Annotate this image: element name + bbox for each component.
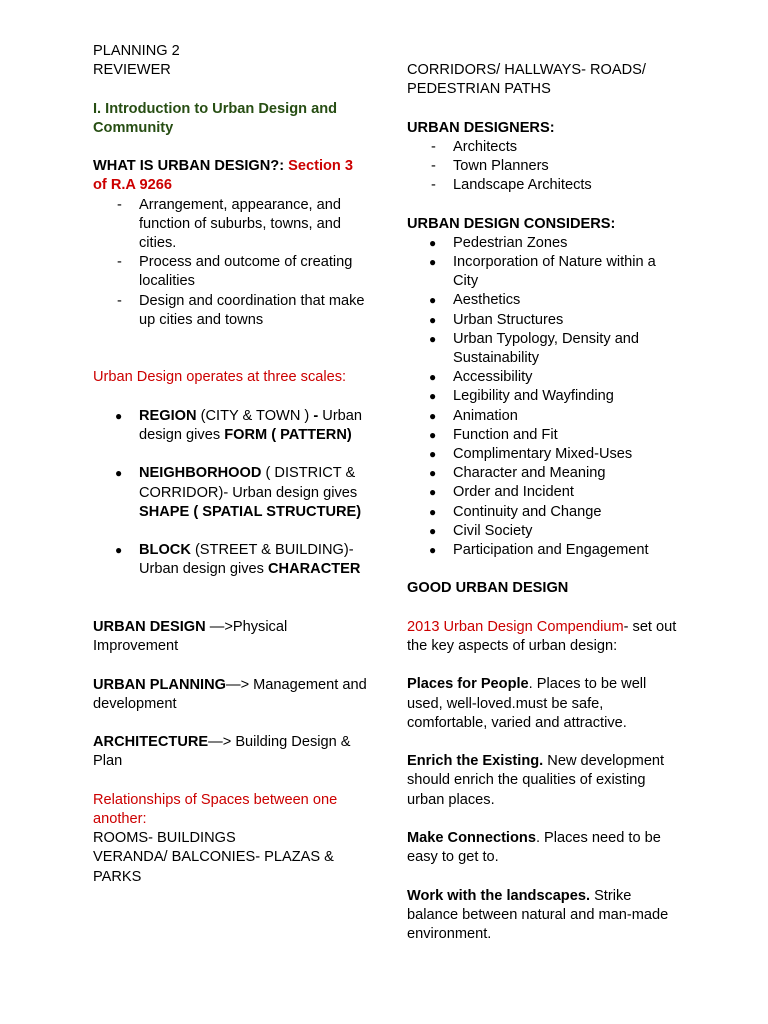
- list-item: ● Continuity and Change: [407, 503, 682, 522]
- list-item: ● Pedestrian Zones: [407, 234, 682, 253]
- definition-list: [93, 196, 368, 330]
- list-item: - Arrangement, appearance, and function of suburbs, towns, and cities.: [93, 196, 368, 254]
- list-item: ● Order and Incident: [407, 483, 682, 502]
- list-item: - Design and coordination that make up cities and towns: [93, 292, 368, 330]
- compendium-line: [407, 618, 682, 656]
- list-item: ● Urban Typology, Density and Sustainability: [407, 330, 682, 368]
- comparison-arrow: —>: [208, 734, 236, 751]
- considers-heading: [407, 215, 682, 234]
- aspect-title: Places for People: [407, 676, 529, 693]
- comparison-term: ARCHITECTURE: [93, 734, 209, 751]
- doc-title-line2: REVIEWER: [93, 62, 171, 79]
- designers-heading-text: URBAN DESIGNERS:: [407, 119, 555, 136]
- aspect-text: Strike balance between natural and man-made environment.: [407, 887, 669, 943]
- relationship-line: ROOMS- BUILDINGS: [93, 830, 236, 847]
- aspect-text: . Places to be well used, well-loved.must be safe, comfortable, varied and attractive.: [407, 676, 647, 731]
- comparison-urban-planning: [93, 676, 368, 714]
- list-item: ● Participation and Engagement: [407, 541, 682, 560]
- list-item: ● Accessibility: [407, 368, 682, 387]
- comparison-term: URBAN PLANNING: [93, 676, 226, 693]
- comparison-architecture: [93, 733, 368, 771]
- comparison-term: URBAN DESIGN: [93, 618, 206, 635]
- list-item: ● Complimentary Mixed-Uses: [407, 445, 682, 464]
- considers-list: [407, 234, 682, 560]
- list-item: ● Aesthetics: [407, 291, 682, 310]
- aspect-text: New development should enrich the qualities of existing urban places.: [407, 753, 665, 808]
- scale-desc: Urban design gives: [139, 407, 363, 443]
- what-label: WHAT IS URBAN DESIGN?:: [93, 158, 285, 175]
- scale-result: CHARACTER: [268, 561, 361, 578]
- considers-heading-text: URBAN DESIGN CONSIDERS:: [407, 215, 616, 232]
- scale-result: FORM ( PATTERN): [224, 427, 352, 443]
- list-item: ● Animation: [407, 407, 682, 426]
- what-reference: Section 3 of R.A 9266: [93, 158, 354, 194]
- aspect-title: Make Connections: [407, 830, 536, 847]
- compendium-rest: - set out the key aspects of urban design:: [407, 618, 677, 655]
- list-item: [93, 464, 368, 522]
- list-item: ● Legibility and Wayfinding: [407, 387, 682, 406]
- list-item: [93, 541, 368, 579]
- left-column: [93, 42, 368, 887]
- aspect-work-with-landscapes: [407, 887, 682, 945]
- relationship-line: CORRIDORS/ HALLWAYS- ROADS/ PEDESTRIAN PATHS: [407, 62, 646, 98]
- right-column: [407, 61, 682, 944]
- comparison-desc: Management and development: [93, 676, 367, 712]
- scale-name: REGION: [139, 407, 197, 424]
- aspect-enrich-existing: [407, 752, 682, 810]
- designers-heading: [407, 119, 682, 138]
- comparison-desc: Physical Improvement: [93, 618, 288, 655]
- scale-paren: (CITY & TOWN ): [196, 407, 314, 424]
- comparison-desc: Building Design & Plan: [93, 734, 351, 770]
- what-is-urban-design: [93, 157, 368, 195]
- doc-title-line1: PLANNING 2: [93, 43, 180, 59]
- aspect-make-connections: [407, 829, 682, 867]
- good-heading: [407, 579, 682, 598]
- scale-desc: - Urban design gives: [223, 484, 358, 501]
- aspect-text: . Places need to be easy to get to.: [407, 830, 661, 866]
- list-item: ● Character and Meaning: [407, 464, 682, 483]
- scale-result: SHAPE ( SPATIAL STRUCTURE): [139, 503, 362, 520]
- comparison-arrow: —>: [225, 676, 254, 693]
- relationship-line: VERANDA/ BALCONIES- PLAZAS & PARKS: [93, 849, 334, 885]
- section-heading: I. Introduction to Urban Design and Community: [93, 100, 338, 136]
- scale-paren: (STREET & BUILDING): [190, 542, 349, 559]
- good-heading-text: GOOD URBAN DESIGN: [407, 580, 569, 597]
- comparison-urban-design: [93, 618, 368, 656]
- list-item: ● Incorporation of Nature within a City: [407, 253, 682, 291]
- list-item: - Process and outcome of creating localities: [93, 253, 368, 291]
- compendium-title: 2013 Urban Design Compendium: [407, 618, 624, 635]
- scale-name: BLOCK: [139, 542, 191, 559]
- list-item: - Landscape Architects: [407, 176, 682, 195]
- aspect-places-for-people: [407, 675, 682, 733]
- list-item: - Town Planners: [407, 157, 682, 176]
- list-item: ● Urban Structures: [407, 311, 682, 330]
- list-item: ● Civil Society: [407, 522, 682, 541]
- scale-paren: ( DISTRICT & CORRIDOR): [139, 465, 356, 501]
- list-item: - Architects: [407, 138, 682, 157]
- relationships-heading: Relationships of Spaces between one another:: [93, 791, 338, 827]
- list-item: [93, 407, 368, 445]
- aspect-title: Enrich the Existing.: [407, 753, 544, 770]
- designers-list: [407, 138, 682, 196]
- aspect-title: Work with the landscapes.: [407, 887, 591, 904]
- scales-list: [93, 407, 368, 580]
- list-item: ● Function and Fit: [407, 426, 682, 445]
- spacer: [93, 522, 368, 541]
- comparison-arrow: —>: [205, 618, 233, 635]
- spacer: [93, 445, 368, 464]
- scales-intro: Urban Design operates at three scales:: [93, 369, 347, 386]
- scale-desc: - Urban design gives: [139, 542, 354, 578]
- scale-dash: -: [313, 407, 319, 424]
- scale-name: NEIGHBORHOOD: [139, 465, 262, 482]
